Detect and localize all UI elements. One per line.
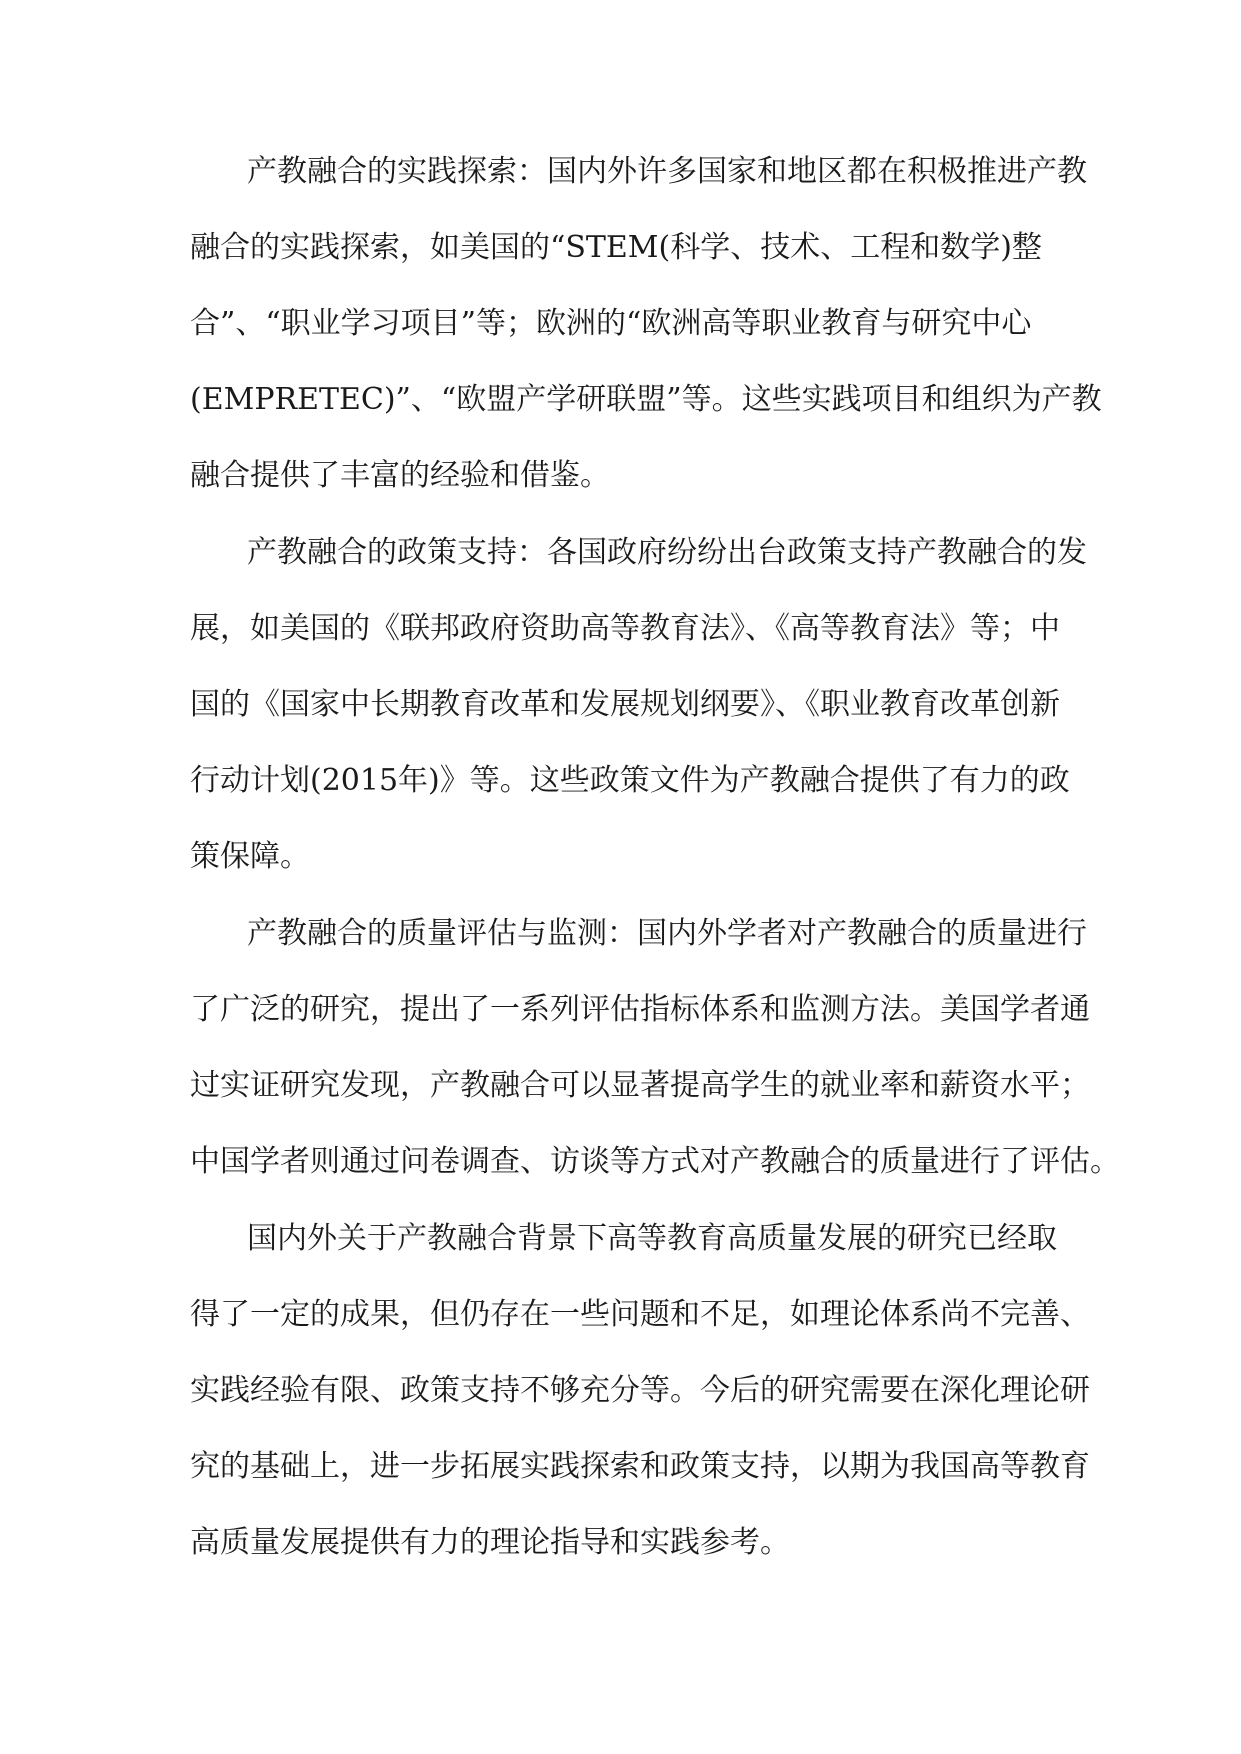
paragraph-line: 究的基础上，进一步拓展实践探索和政策支持，以期为我国高等教育 <box>190 1449 1090 1484</box>
paragraph-line: 高质量发展提供有力的理论指导和实践参考。 <box>190 1525 790 1560</box>
paragraph-line: 融合提供了丰富的经验和借鉴。 <box>190 458 610 493</box>
paragraph-line: 行动计划(2015年)》等。这些政策文件为产教融合提供了有力的政 <box>190 763 1070 798</box>
paragraph-line: 得了一定的成果，但仍存在一些问题和不足，如理论体系尚不完善、 <box>190 1297 1090 1332</box>
paragraph-summary <box>190 1201 1090 1581</box>
paragraph-line: 合”、“职业学习项目”等；欧洲的“欧洲高等职业教育与研究中心 <box>190 306 1032 341</box>
paragraph-line: 实践经验有限、政策支持不够充分等。今后的研究需要在深化理论研 <box>190 1373 1090 1408</box>
paragraph-line: 国内外关于产教融合背景下高等教育高质量发展的研究已经取 <box>247 1221 1057 1256</box>
paragraph-policy-support <box>190 515 1087 895</box>
paragraph-practice-exploration <box>190 134 1102 514</box>
paragraph-quality-evaluation <box>190 896 1120 1200</box>
paragraph-line: 产教融合的实践探索：国内外许多国家和地区都在积极推进产教 <box>247 154 1087 189</box>
paragraph-line: (EMPRETEC)”、“欧盟产学研联盟”等。这些实践项目和组织为产教 <box>190 382 1102 417</box>
paragraph-line: 过实证研究发现，产教融合可以显著提高学生的就业率和薪资水平； <box>190 1068 1090 1103</box>
paragraph-line: 展，如美国的《联邦政府资助高等教育法》、《高等教育法》等；中 <box>190 611 1060 646</box>
paragraph-line: 融合的实践探索，如美国的“STEM(科学、技术、工程和数学)整 <box>190 230 1042 265</box>
paragraph-line: 产教融合的政策支持：各国政府纷纷出台政策支持产教融合的发 <box>247 535 1087 570</box>
paragraph-line: 中国学者则通过问卷调查、访谈等方式对产教融合的质量进行了评估。 <box>190 1144 1120 1179</box>
paragraph-line: 国的《国家中长期教育改革和发展规划纲要》、《职业教育改革创新 <box>190 687 1060 722</box>
paragraph-line: 策保障。 <box>190 839 310 874</box>
paragraph-line: 产教融合的质量评估与监测：国内外学者对产教融合的质量进行 <box>247 916 1087 951</box>
paragraph-line: 了广泛的研究，提出了一系列评估指标体系和监测方法。美国学者通 <box>190 992 1090 1027</box>
